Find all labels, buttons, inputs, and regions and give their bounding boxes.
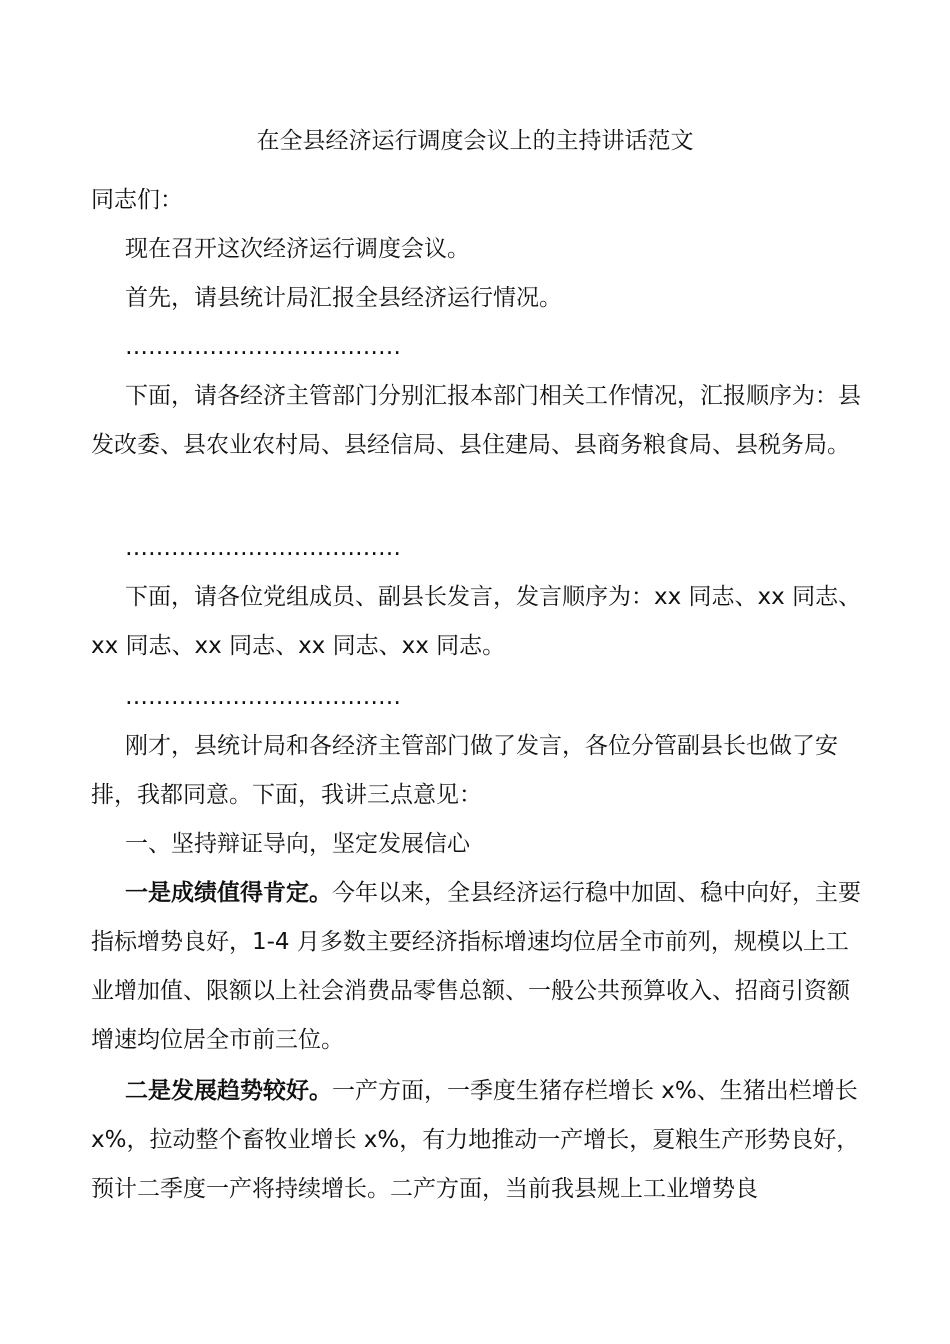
paragraph-department-reports: 下面，请各经济主管部门分别汇报本部门相关工作情况，汇报顺序为：县发改委、县农业农村局、县经信局、县住建局、县商务粮食局、县税务局。 — [91, 383, 861, 458]
section-heading-1: 一、坚持辩证导向，坚定发展信心 — [125, 831, 470, 857]
ellipsis-separator: ……………………………… — [125, 334, 401, 360]
ellipsis-separator: ……………………………… — [125, 684, 401, 710]
paragraph-body: 今年以来，全县经济运行稳中加固、稳中向好，主要指标增势良好，1-4 月多数主要经济指标增速均位居全市前列，规模以上工业增加值、限额以上社会消费品零售总额、一般公共预算收入、招商引资额增速均位居全市前三位。 — [91, 880, 861, 1053]
paragraph-achievements — [91, 869, 871, 1065]
paragraph-statistics-report: 首先，请县统计局汇报全县经济运行情况。 — [125, 285, 562, 311]
paragraph-lead-bold: 一是成绩值得肯定。 — [125, 880, 332, 906]
paragraph-leader-speeches: 下面，请各位党组成员、副县长发言，发言顺序为：xx 同志、xx 同志、xx 同志、xx 同志、xx 同志、xx 同志。 — [91, 584, 862, 659]
ellipsis-separator: ……………………………… — [125, 535, 401, 561]
document-title: 在全县经济运行调度会议上的主持讲话范文 — [256, 128, 694, 154]
salutation: 同志们： — [91, 187, 183, 213]
paragraph-opening: 现在召开这次经济运行调度会议。 — [125, 236, 470, 262]
paragraph-lead-bold: 二是发展趋势较好。 — [125, 1078, 332, 1104]
paragraph-trends — [91, 1067, 871, 1214]
paragraph-body: 一产方面，一季度生猪存栏增长 x%、生猪出栏增长 x%，拉动整个畜牧业增长 x%，有力地推动一产增长，夏粮生产形势良好，预计二季度一产将持续增长。二产方面，当前我县规上工业增势良 — [91, 1078, 860, 1202]
paragraph-summary: 刚才，县统计局和各经济主管部门做了发言，各位分管副县长也做了安排，我都同意。下面，我讲三点意见： — [91, 733, 838, 808]
